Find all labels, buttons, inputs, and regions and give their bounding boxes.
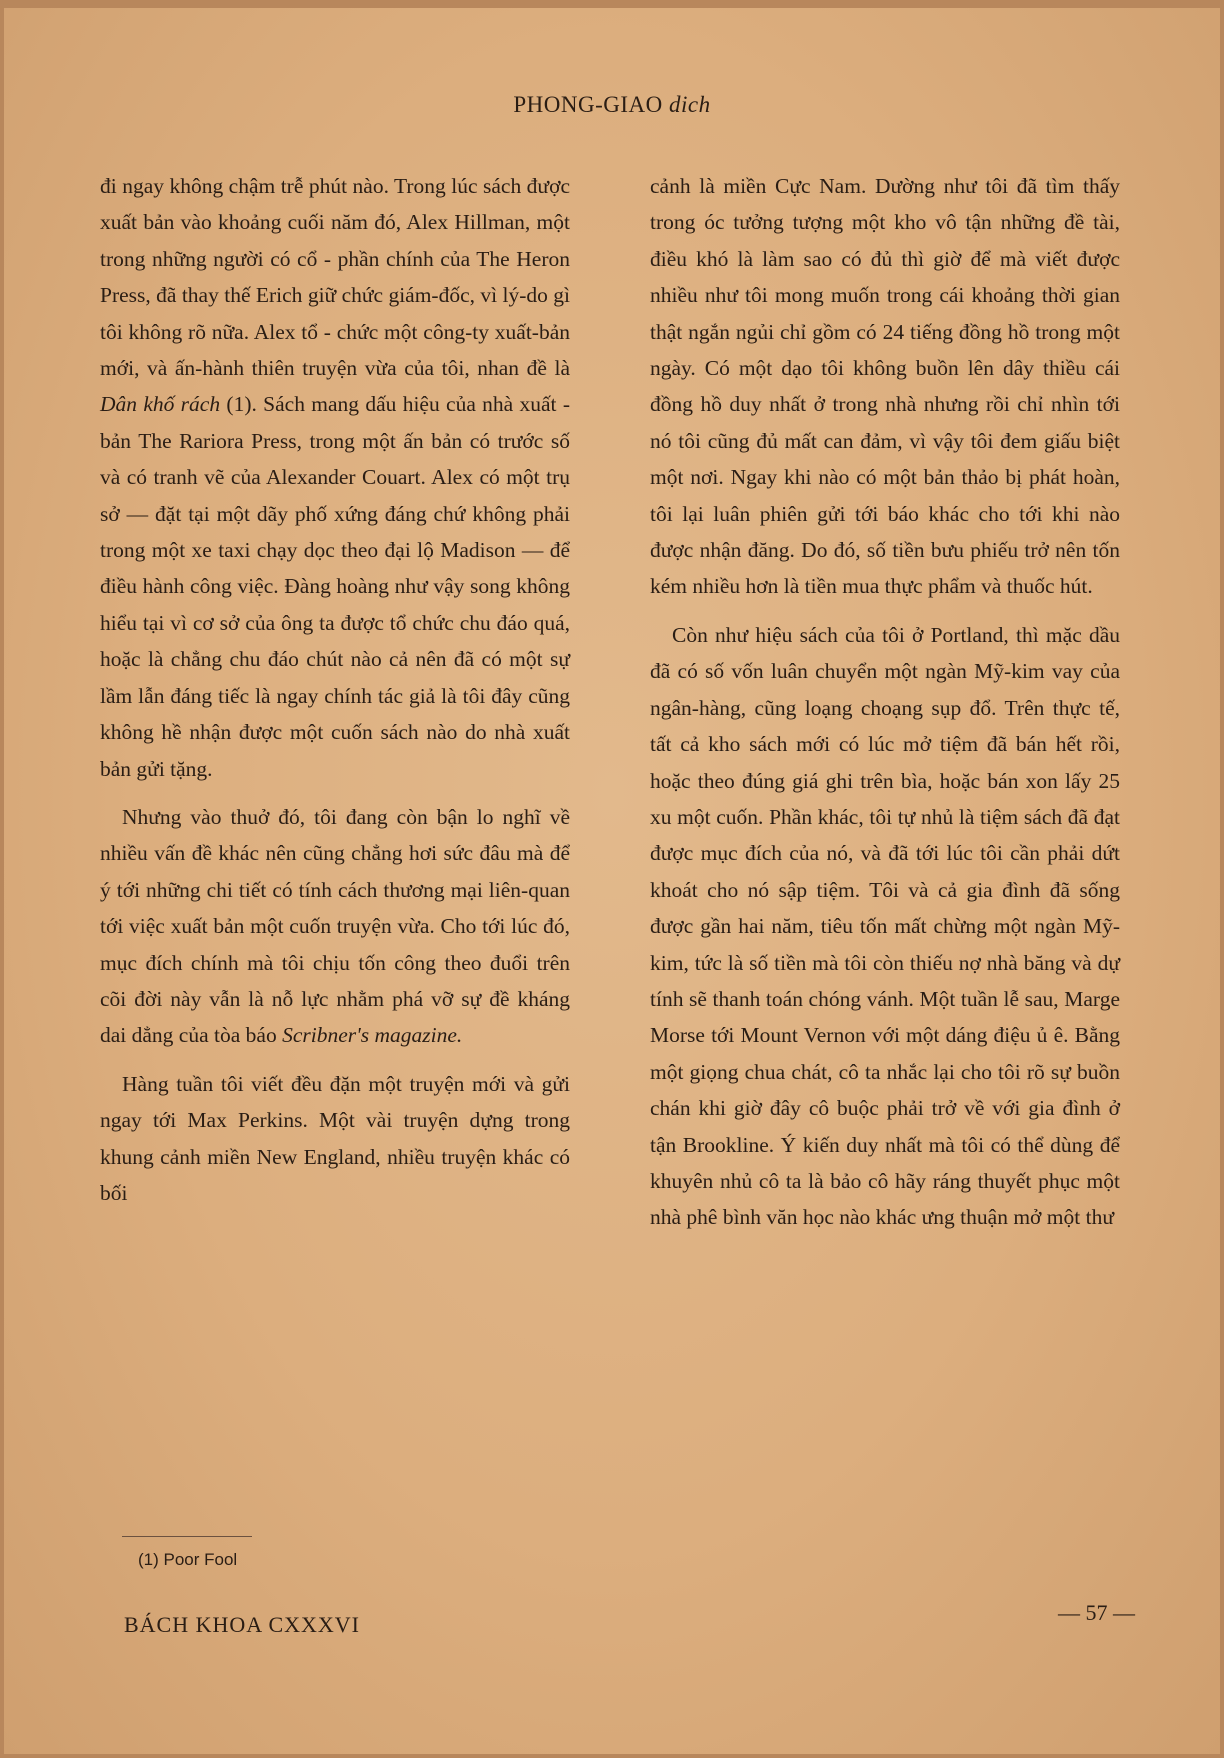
footnote: (1) Poor Fool xyxy=(138,1550,238,1569)
text: đi ngay không chậm trễ phút nào. Trong lúc sách được xuất bản vào khoảng cuối năm đó, Alex Hillman, một trong những người có cổ - phần chính của The Heron Press, đã thay thế Erich giữ chức giám-đốc, vì lý-do gì tôi không rõ nữa. Alex tổ - chức một công-ty xuất-bản mới, và ấn-hành thiên truyện vừa của tôi, nhan đề là xyxy=(100,174,570,381)
book-title: Dân khố rách xyxy=(100,392,221,417)
magazine-title: Scribner's magazine. xyxy=(282,1023,463,1048)
right-column xyxy=(650,168,1120,1236)
page-number: — 57 — xyxy=(1058,1600,1135,1625)
magazine-page xyxy=(4,8,1220,1754)
translator-word: dich xyxy=(669,92,711,117)
footnote-divider xyxy=(122,1536,252,1537)
paragraph: Còn như hiệu sách của tôi ở Portland, thì mặc dầu đã có số vốn luân chuyển một ngàn Mỹ-kim vay của ngân-hàng, cũng loạng choạng sụp đổ. Trên thực tế, tất cả kho sách mới có lúc mở tiệm đã bán hết rồi, hoặc theo đúng giá ghi trên bìa, hoặc bán xon lấy 25 xu một cuốn. Phần khác, tôi tự nhủ là tiệm sách đã đạt được mục đích của nó, và đã tới lúc tôi cần phải dứt khoát cho nó sập tiệm. Tôi và cả gia đình đã sống được gần hai năm, tiêu tốn mất chừng một ngàn Mỹ-kim, tức là số tiền mà tôi còn thiếu nợ nhà băng và dự tính sẽ thanh toán chóng vánh. Một tuần lễ sau, Marge Morse tới Mount Vernon với một dáng điệu ủ ê. Bằng một giọng chua chát, cô ta nhắc lại cho tôi rõ sự buồn chán khi giờ đây cô buộc phải trở về với gia đình ở tận Brookline. Ý kiến duy nhất mà tôi có thể dùng để khuyên nhủ cô ta là bảo cô hãy ráng thuyết phục một nhà phê bình văn học nào khác ưng thuận mở một thư xyxy=(650,622,1120,1230)
page-header xyxy=(4,92,1220,118)
translator-name: PHONG-GIAO xyxy=(513,92,663,117)
magazine-issue: BÁCH KHOA CXXXVI xyxy=(124,1612,361,1637)
text: Nhưng vào thuở đó, tôi đang còn bận lo nghĩ về nhiều vấn đề khác nên cũng chẳng hơi sức đâu mà để ý tới những chi tiết có tính cách thương mại liên-quan tới việc xuất bản một cuốn truyện vừa. Cho tới lúc đó, mục đích chính mà tôi chịu tốn công theo đuổi trên cõi đời này vẫn là nỗ lực nhằm phá vỡ sự đề kháng dai dẳng của tòa báo xyxy=(100,804,570,1048)
paragraph xyxy=(100,799,570,1054)
left-column xyxy=(100,168,570,1211)
paragraph xyxy=(100,168,570,787)
text: (1). Sách mang dấu hiệu của nhà xuất - bản The Rariora Press, trong một ấn bản có trước số và có tranh vẽ của Alexander Couart. Alex có một trụ sở — đặt tại một dãy phố xứng đáng chứ không phải trong một xe taxi chạy dọc theo đại lộ Madison — để điều hành công việc. Đàng hoàng như vậy song không hiểu tại vì cơ sở của ông ta được tổ chức chu đáo quá, hoặc là chẳng chu đáo chút nào cả nên đã có một sự lầm lẫn đáng tiếc là ngay chính tác giả là tôi đây cũng không hề nhận được một cuốn sách nào do nhà xuất bản gửi tặng. xyxy=(100,392,570,781)
paragraph: cảnh là miền Cực Nam. Dường như tôi đã tìm thấy trong óc tưởng tượng một kho vô tận những đề tài, điều khó là làm sao có đủ thì giờ để mà viết được nhiều như tôi mong muốn trong cái khoảng thời gian thật ngắn ngủi chỉ gồm có 24 tiếng đồng hồ trong một ngày. Có một dạo tôi không buồn lên dây thiều cái đồng hồ duy nhất ở trong nhà nhưng rồi chỉ nhìn tới nó tôi cũng đủ mất can đảm, vì vậy tôi đem giấu biệt một nơi. Ngay khi nào có một bản thảo bị phát hoàn, tôi lại luân phiên gửi tới báo khác cho tới khi nào được nhận đăng. Do đó, số tiền bưu phiếu trở nên tốn kém nhiều hơn là tiền mua thực phẩm và thuốc hút. xyxy=(650,174,1120,599)
paragraph: Hàng tuần tôi viết đều đặn một truyện mới và gửi ngay tới Max Perkins. Một vài truyện dựng trong khung cảnh miền New England, nhiều truyện khác có bối xyxy=(100,1071,570,1205)
